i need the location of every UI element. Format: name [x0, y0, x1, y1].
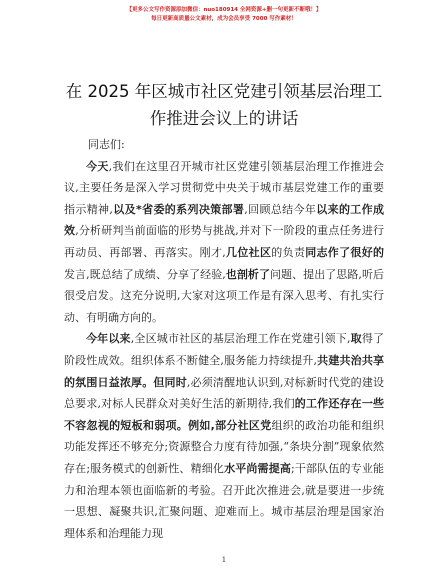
body-text-span: ,全区城市社区的基层治理工作在党建引领下, [130, 332, 351, 346]
paragraph-1 [64, 156, 384, 329]
salutation: 同志们: [88, 138, 125, 151]
body-text-span: 得了阶段性成效。组织体系不断健全,服务能力持续提升, [64, 332, 385, 367]
body-text-span: 组织的政治功能和组织功能发挥还不够充分;资源整合力度有待加强,“条块分割”现象依然存在;服务模式的创新性、精细化 [64, 418, 384, 475]
page-number: 1 [221, 556, 227, 564]
document-title: 在 2025 年区城市社区党建引领基层治理工作推进会议上的讲话 [65, 82, 383, 128]
emphasis-text: 水平尚需提高 [224, 461, 292, 475]
emphasis-text: 以来的工作成效 [64, 202, 384, 238]
emphasis-text: 以及*省委的系列决策部署 [112, 202, 245, 216]
body-text-span: ,我们在这里召开城市社区党建引领基层治理工作推进会议,主要任务是深入学习贯彻党中央关于城市基层党建工作的重要指示精神, [64, 159, 384, 216]
body-text-span: 的负责 [271, 245, 306, 259]
body-text-span: ;干部队伍的专业能力和治理本领也面临新的考验。召开此次推进会,就是要进一步统一思想、凝聚共识,汇聚问题、迎难而上。城市基层治理是国家治理体系和治理能力现 [64, 461, 384, 540]
emphasis-text: 共建共治共享的氛围日益浓厚。但同时 [64, 353, 385, 389]
banner-line-1: 【更多公文写作资源添加微信：nuo180914 全网资源+删一句更新不断哦！】 [126, 7, 322, 13]
emphasis-text: 同志作了很好的 [305, 245, 385, 259]
banner-line-2: 每日更新高质量公文素材，成为会员享受 7000 写作素材！ [151, 16, 297, 22]
body-text-span: ,必须清醒地认识到,对标新时代党的建设总要求,对标人民群众对美好生活的新期待,我们 [64, 375, 385, 411]
emphasis-text: 也剖析了 [225, 267, 270, 281]
paragraph-2 [64, 328, 384, 544]
emphasis-text: 取 [350, 332, 362, 346]
emphasis-text: 的工作还存在一些不容忽视的短板和弱项。例如,部分社区党 [64, 397, 385, 432]
body-text-span: 发言,既总结了成绩、分享了经验, [64, 267, 226, 281]
emphasis-text: 今年以来 [86, 332, 131, 346]
document-body [64, 134, 384, 544]
emphasis-text: 几位社区 [225, 245, 272, 259]
body-text-span: 问题、提出了思路,听后很受启发。这充分说明,大家对这项工作是有深入思考、有扎实行动、有明确方向的。 [64, 267, 384, 324]
body-text-span: ,回顾总结今年 [244, 202, 317, 216]
emphasis-text: 今天 [86, 159, 109, 173]
body-text-span: ,分析研判当前面临的形势与挑战,并对下一阶段的重点任务进行再动员、再部署、再落实。刚才, [64, 224, 385, 259]
header-banner [0, 6, 448, 24]
